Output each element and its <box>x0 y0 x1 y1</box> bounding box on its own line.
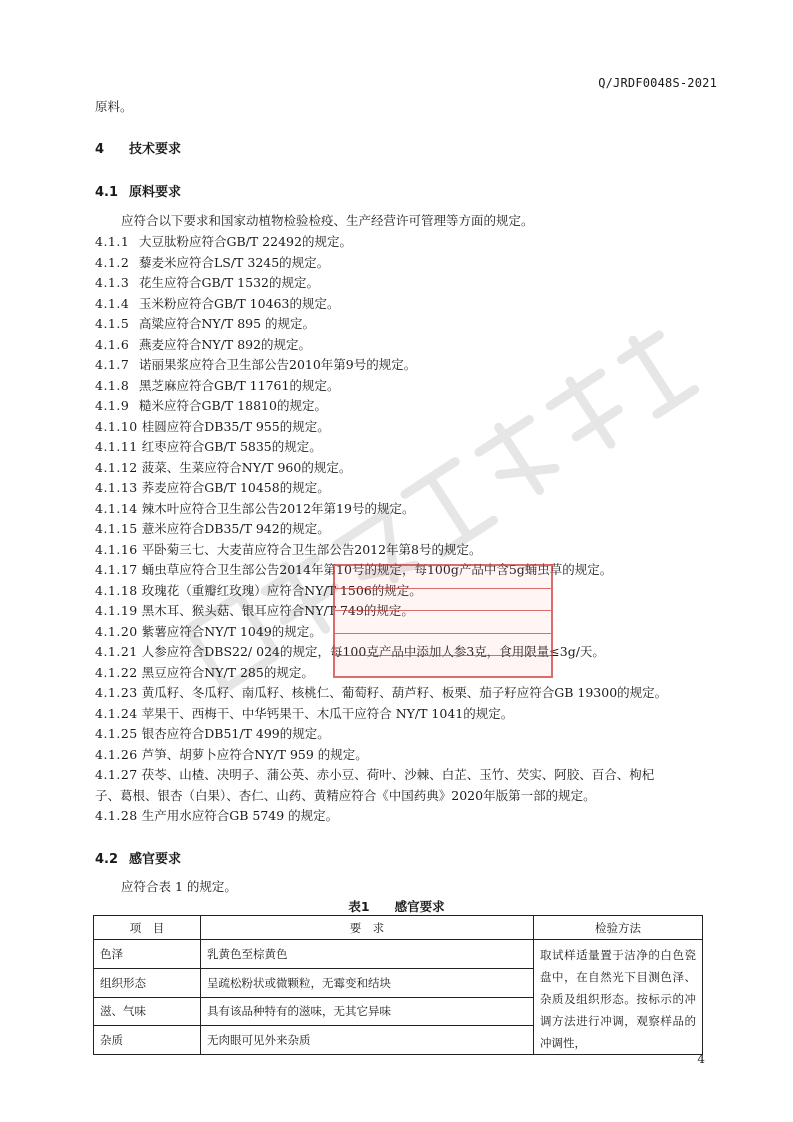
column-header: 项 目 <box>94 916 201 940</box>
list-item: 4.1.17 蛹虫草应符合卫生部公告2014年第10号的规定，每100g产品中含5g蛹虫草的规定。 <box>95 562 613 577</box>
stamp-row <box>335 634 551 657</box>
list-item: 4.1.25 银杏应符合DB51/T 499的规定。 <box>95 726 330 741</box>
table-cell: 无肉眼可见外来杂质 <box>201 1026 534 1055</box>
list-item: 4.1.19 黑木耳、猴头菇、银耳应符合NY/T 749的规定。 <box>95 603 414 618</box>
table-row <box>94 940 703 969</box>
list-item-continuation: 子、葛根、银杏（白果）、杏仁、山药、黄精应符合《中国药典》2020年版第一部的规定。 <box>95 787 596 803</box>
list-item: 4.1.6 燕麦应符合NY/T 892的规定。 <box>95 336 312 352</box>
section-4-2-heading <box>95 848 181 867</box>
list-item: 4.1.28 生产用水应符合GB 5749 的规定。 <box>95 808 339 823</box>
list-item: 4.1.26 芦笋、胡萝卜应符合NY/T 959 的规定。 <box>95 746 368 762</box>
section-number: 4.1 <box>95 185 119 200</box>
list-item: 4.1.24 苹果干、西梅干、中华钙果干、木瓜干应符合 NY/T 1041的规定。 <box>95 705 514 721</box>
table-cell: 滋、气味 <box>94 997 201 1026</box>
list-item: 4.1.13 荞麦应符合GB/T 10458的规定。 <box>95 480 330 495</box>
list-item: 4.1.5 高粱应符合NY/T 895 的规定。 <box>95 316 316 331</box>
raw-material-list <box>95 232 667 827</box>
page-number: 4 <box>697 1052 705 1066</box>
list-item: 4.1.15 薏米应符合DB35/T 942的规定。 <box>95 521 330 536</box>
list-item: 4.1.11 红枣应符合GB/T 5835的规定。 <box>95 439 322 454</box>
table-cell: 组织形态 <box>94 968 201 997</box>
section-title: 原料要求 <box>129 185 182 200</box>
list-item: 4.1.20 紫薯应符合NY/T 1049的规定。 <box>95 623 322 639</box>
list-item: 4.1.27 茯苓、山楂、决明子、蒲公英、赤小豆、荷叶、沙棘、白芷、玉竹、芡实、阿胶、百合、枸杞 子、葛根、银杏（白果）、杏仁、山药、黄精应符合《中国药典》2020年版第一部的规定。 <box>95 765 667 806</box>
stamp-row <box>335 589 551 612</box>
registration-stamp <box>333 564 553 678</box>
list-item: 4.1.9 糙米应符合GB/T 18810的规定。 <box>95 398 327 413</box>
table-cell: 杂质 <box>94 1026 201 1055</box>
section-title: 技术要求 <box>129 142 182 157</box>
intro-paragraph: 应符合以下要求和国家动植物检验检疫、生产经营许可管理等方面的规定。 <box>121 213 534 228</box>
column-header: 要 求 <box>201 916 534 940</box>
list-item: 4.1.12 菠菜、生菜应符合NY/T 960的规定。 <box>95 459 352 475</box>
column-header: 检验方法 <box>534 916 703 940</box>
stamp-row <box>335 656 551 678</box>
section-number: 4 <box>95 142 105 157</box>
sensory-requirements-table <box>93 915 703 1055</box>
list-item: 4.1.18 玫瑰花（重瓣红玫瑰）应符合NY/T 1506的规定。 <box>95 582 422 598</box>
list-item: 4.1.8 黑芝麻应符合GB/T 11761的规定。 <box>95 377 340 393</box>
list-item: 4.1.16 平卧菊三七、大麦苗应符合卫生部公告2012年第8号的规定。 <box>95 541 482 557</box>
stamp-row <box>335 566 551 589</box>
list-item: 4.1.7 诺丽果浆应符合卫生部公告2010年第9号的规定。 <box>95 357 417 372</box>
list-item: 4.1.22 黑豆应符合NY/T 285的规定。 <box>95 664 314 680</box>
list-item: 4.1.1 大豆肽粉应符合GB/T 22492的规定。 <box>95 234 352 249</box>
document-code: Q/JRDF0048S-2021 <box>598 76 717 90</box>
section-title: 感官要求 <box>129 852 182 867</box>
table-cell: 具有该品种特有的滋味，无其它异味 <box>201 997 534 1026</box>
section-4-heading <box>95 138 181 157</box>
list-item: 4.1.10 桂圆应符合DB35/T 955的规定。 <box>95 418 330 434</box>
section-4-2-intro: 应符合表 1 的规定。 <box>121 879 237 894</box>
table-cell: 乳黄色至棕黄色 <box>201 940 534 969</box>
list-item: 4.1.2 藜麦米应符合LS/T 3245的规定。 <box>95 254 330 270</box>
table-caption: 表1 感官要求 <box>348 899 445 914</box>
section-4-1-heading <box>95 181 181 200</box>
section-number: 4.2 <box>95 852 119 867</box>
list-item: 4.1.21 人参应符合DBS22/ 024的规定，每100克产品中添加人参3克，食用限量≤3g/天。 <box>95 644 605 659</box>
list-item: 4.1.23 黄瓜籽、冬瓜籽、南瓜籽、核桃仁、葡萄籽、葫芦籽、板栗、茄子籽应符合GB 19300的规定。 <box>95 685 668 700</box>
list-item: 4.1.4 玉米粉应符合GB/T 10463的规定。 <box>95 295 340 311</box>
stamp-row <box>335 611 551 634</box>
continuation-text: 原料。 <box>95 99 133 114</box>
table-cell: 呈疏松粉状或微颗粒，无霉变和结块 <box>201 968 534 997</box>
list-item: 4.1.3 花生应符合GB/T 1532的规定。 <box>95 275 319 290</box>
list-item: 4.1.14 辣木叶应符合卫生部公告2012年第19号的规定。 <box>95 500 415 516</box>
table-cell: 色泽 <box>94 940 201 969</box>
table-header-row <box>94 916 703 940</box>
inspection-method-cell: 取试样适量置于洁净的白色瓷盘中，在自然光下目测色泽、杂质及组织形态。按标示的冲调方法进行冲调，观察样品的冲调性， <box>534 940 703 1055</box>
